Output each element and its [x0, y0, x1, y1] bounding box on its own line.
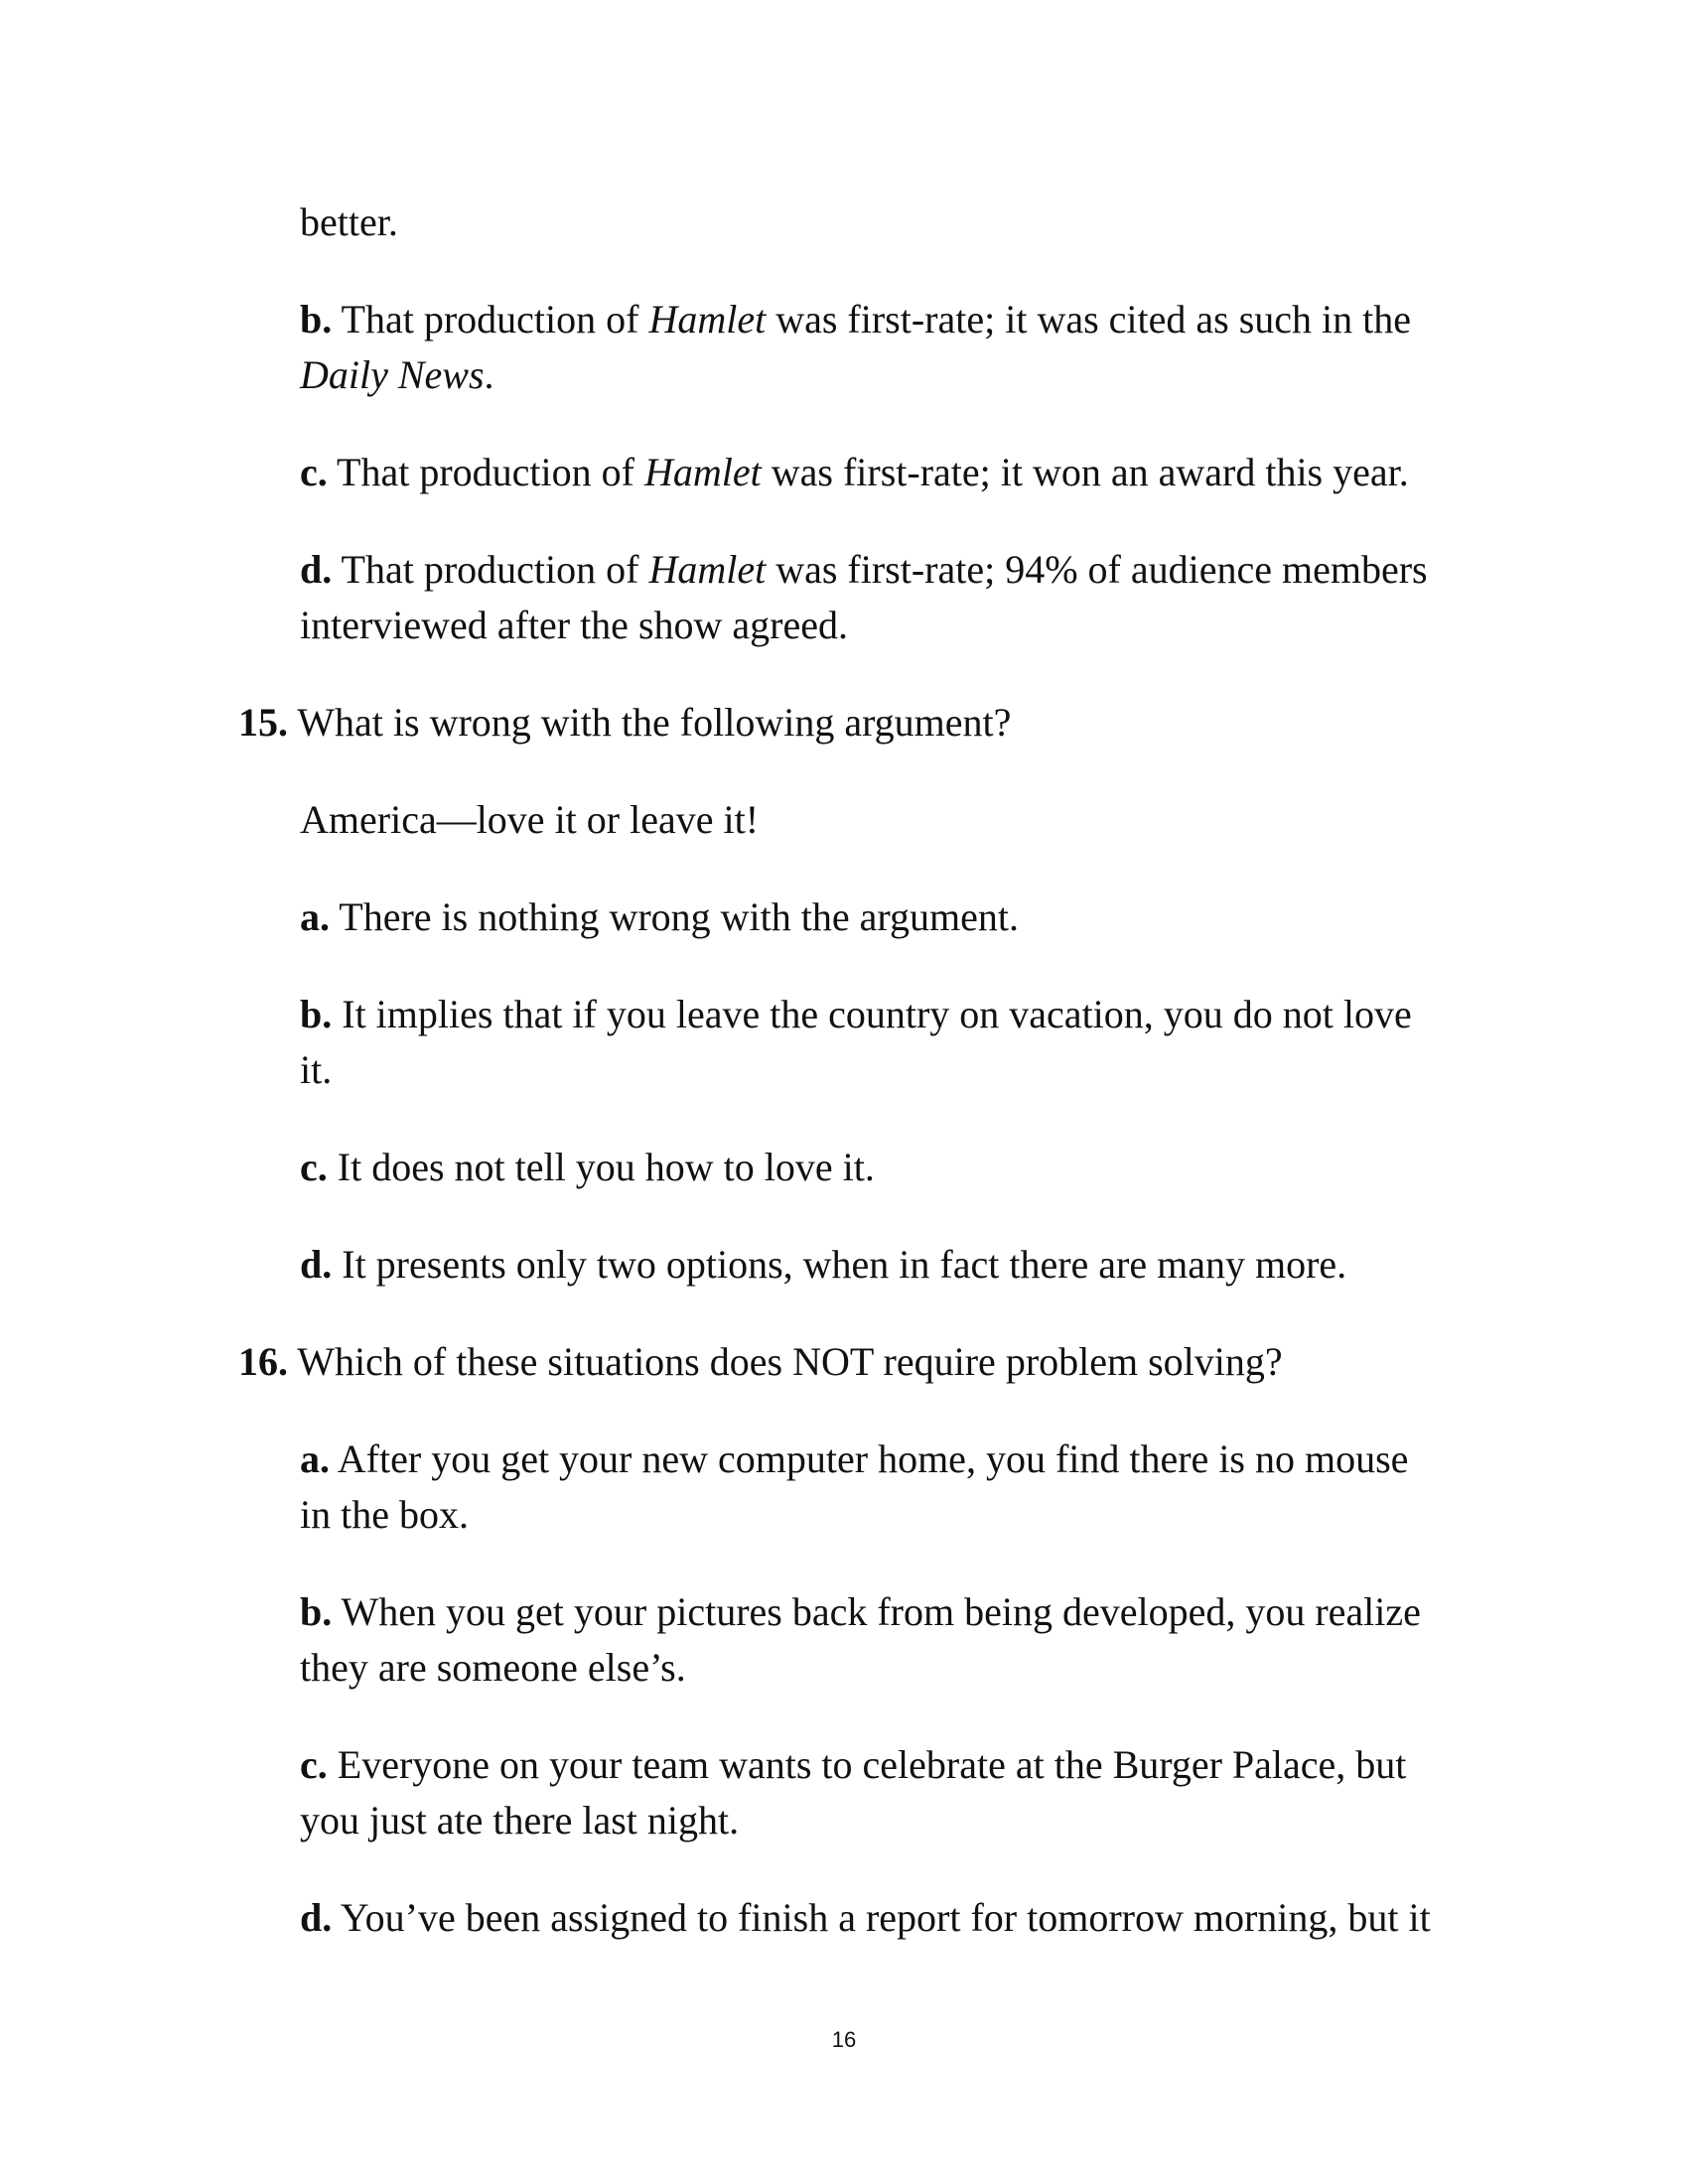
option-16d — [300, 1890, 1431, 1946]
work-title: Hamlet — [648, 547, 767, 592]
question-16 — [238, 1334, 1283, 1390]
publication-title: Daily News — [300, 352, 485, 397]
option-letter: b. — [300, 992, 333, 1036]
option-text: was first-rate; it won an award this year. — [761, 450, 1409, 494]
option-14b-line2 — [300, 347, 494, 403]
option-letter: c. — [300, 1145, 328, 1189]
option-letter: a. — [300, 894, 330, 939]
option-14d — [300, 542, 1428, 598]
option-text: was first-rate; it was cited as such in the — [766, 297, 1412, 341]
question-prompt: Which of these situations does NOT require problem solving? — [288, 1339, 1283, 1384]
option-15b — [300, 987, 1412, 1042]
option-16c-line2: you just ate there last night. — [300, 1798, 740, 1843]
option-text: That production of — [332, 297, 649, 341]
option-15b-line2: it. — [300, 1047, 333, 1092]
page-number: 16 — [831, 2027, 857, 2052]
option-text: It implies that if you leave the country on vacation, you do not love — [332, 992, 1412, 1036]
option-text: Everyone on your team wants to celebrate at the Burger Palace, but — [327, 1742, 1407, 1787]
option-14b — [300, 292, 1411, 347]
option-text: . — [484, 352, 494, 397]
option-letter: b. — [300, 297, 333, 341]
option-text: That production of — [327, 450, 644, 494]
option-text: When you get your pictures back from being developed, you realize — [332, 1589, 1421, 1634]
option-15a — [300, 889, 1019, 945]
option-text: was first-rate; 94% of audience members — [766, 547, 1428, 592]
option-15c — [300, 1140, 875, 1195]
option-16a-line2: in the box. — [300, 1492, 469, 1537]
option-text: It presents only two options, when in fact there are many more. — [332, 1242, 1347, 1287]
option-letter: b. — [300, 1589, 333, 1634]
option-16b — [300, 1584, 1421, 1640]
option-text: There is nothing wrong with the argument. — [330, 894, 1019, 939]
work-title: Hamlet — [648, 297, 767, 341]
option-text: It does not tell you how to love it. — [327, 1145, 875, 1189]
question-number: 15. — [238, 700, 288, 745]
option-16a — [300, 1432, 1408, 1487]
option-text: You’ve been assigned to finish a report for tomorrow morning, but it — [332, 1895, 1431, 1940]
option-letter: d. — [300, 1242, 333, 1287]
option-letter: c. — [300, 1742, 328, 1787]
option-14d-line2: interviewed after the show agreed. — [300, 603, 848, 647]
question-prompt: What is wrong with the following argument? — [288, 700, 1012, 745]
option-letter: a. — [300, 1436, 330, 1481]
question-number: 16. — [238, 1339, 288, 1384]
option-text: That production of — [332, 547, 649, 592]
work-title: Hamlet — [643, 450, 762, 494]
option-text: After you get your new computer home, you find there is no mouse — [330, 1436, 1409, 1481]
argument-text: America—love it or leave it! — [300, 797, 760, 842]
continuation-text: better. — [300, 200, 398, 244]
option-16b-line2: they are someone else’s. — [300, 1645, 686, 1690]
question-15 — [238, 695, 1011, 751]
option-16c — [300, 1737, 1406, 1793]
option-letter: d. — [300, 547, 333, 592]
option-15d — [300, 1237, 1346, 1293]
option-letter: d. — [300, 1895, 333, 1940]
option-14c — [300, 445, 1409, 500]
option-letter: c. — [300, 450, 328, 494]
